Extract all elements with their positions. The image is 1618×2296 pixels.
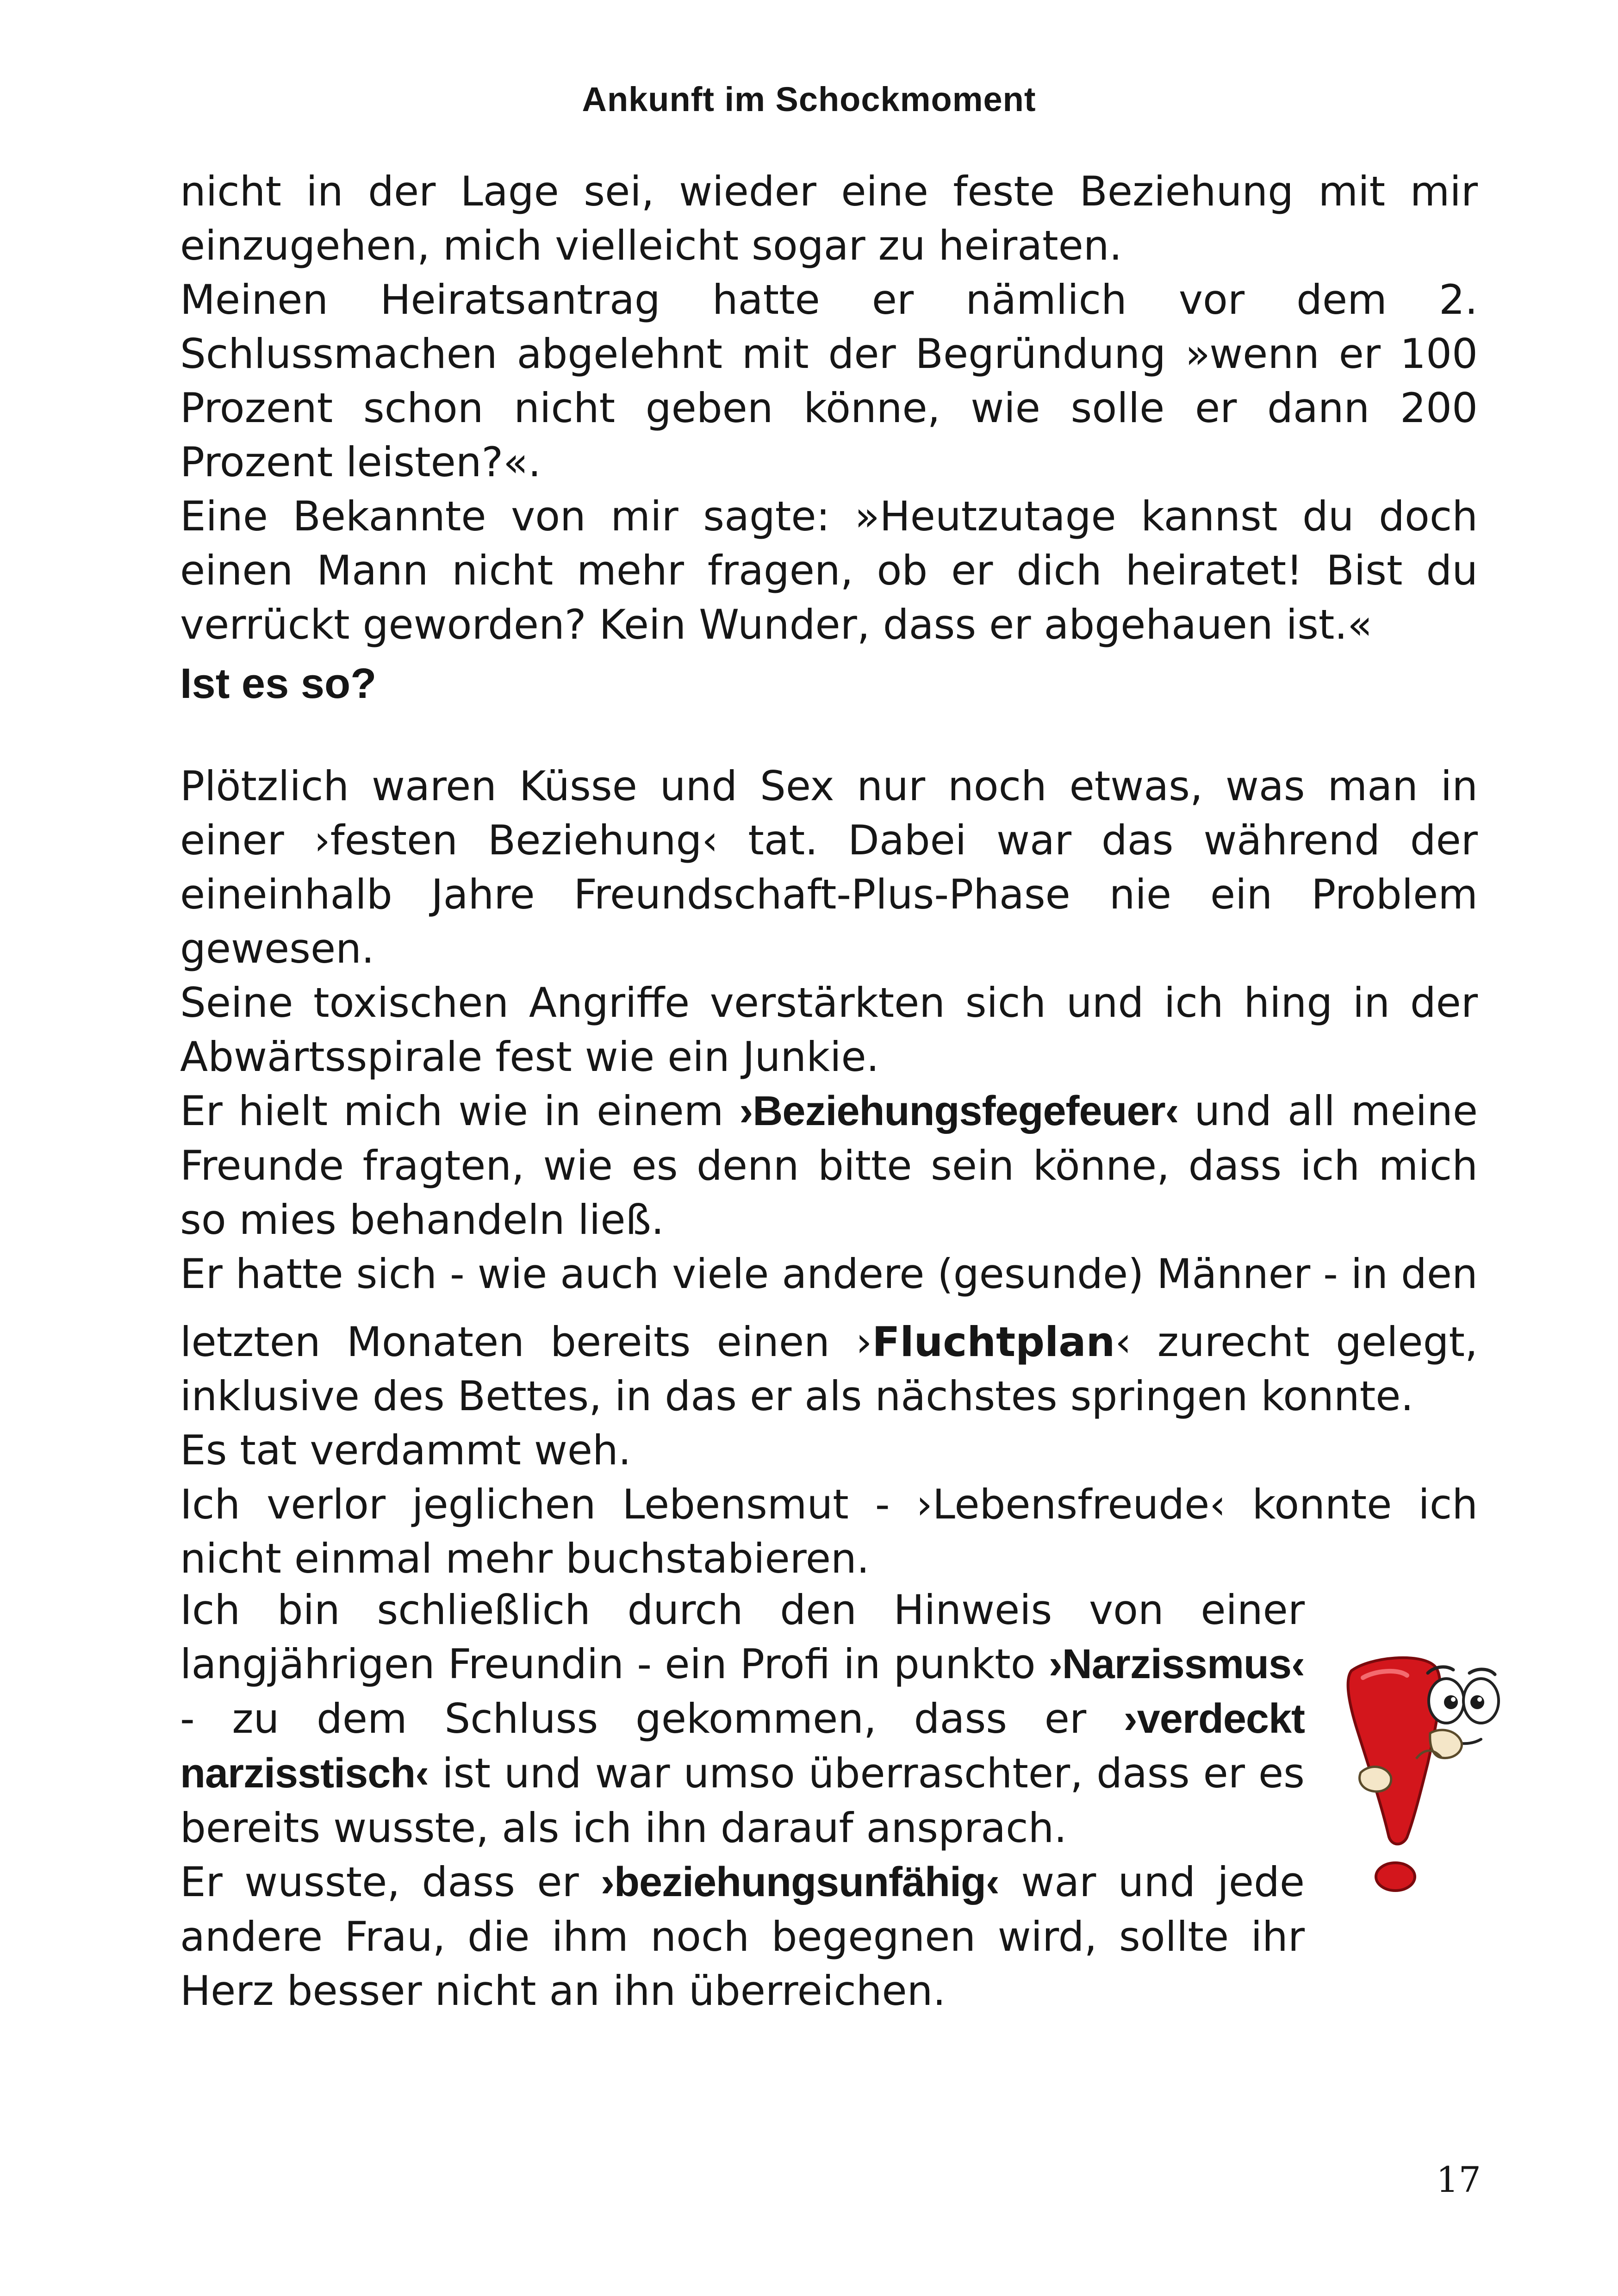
paragraph: Eine Bekannte von mir sagte: »Heutzutage kannst du doch einen Mann nicht mehr fragen, ob er dich heiratet! Bist du verrückt geworden? Kein Wunder, dass er abgehauen ist.« xyxy=(180,492,1478,648)
paragraph xyxy=(180,1315,1478,1423)
page-number: 17 xyxy=(1436,2159,1481,2200)
paragraph-text: Er hielt mich wie in einem xyxy=(180,1087,740,1135)
paragraph-text: Ich bin schließlich durch den Hinweis von einer langjährigen Freundin - ein Profi in punkto xyxy=(180,1586,1305,1688)
paragraph-text: Er wusste, dass er xyxy=(180,1858,601,1906)
keyword-highlight: ›Beziehungsfegefeuer‹ xyxy=(739,1088,1179,1134)
paragraph: Seine toxischen Angriffe verstärkten sich und ich hing in der Abwärtsspirale fest wie ein Junkie. xyxy=(180,979,1478,1081)
keyword-highlight: ›Narzissmus‹ xyxy=(1048,1641,1305,1687)
paragraph: Meinen Heiratsantrag hatte er nämlich vor dem 2. Schlussmachen abgelehnt mit der Begründung »wenn er 100 Prozent schon nicht geben könne, wie solle er dann 200 Prozent leisten?«. xyxy=(180,276,1478,486)
middle-text-block xyxy=(180,759,1478,1586)
paragraph xyxy=(180,1855,1305,2018)
paragraph: nicht in der Lage sei, wieder eine feste Beziehung mit mir einzugehen, mich vielleicht sogar zu heiraten. xyxy=(180,168,1478,269)
keyword-highlight: Fluchtplan xyxy=(872,1318,1115,1366)
paragraph: Ich verlor jeglichen Lebensmut - ›Lebensfreude‹ konnte ich nicht einmal mehr buchstabieren. xyxy=(180,1481,1478,1582)
paragraph: Er hatte sich - wie auch viele andere (gesunde) Männer - in den xyxy=(180,1250,1478,1298)
paragraph-text: und all meine Freunde fragten, wie es denn bitte sein könne, dass ich mich so mies behandeln ließ. xyxy=(180,1087,1478,1244)
bottom-text-block xyxy=(180,1583,1305,2018)
top-text-block xyxy=(180,164,1478,652)
paragraph: Plötzlich waren Küsse und Sex nur noch etwas, was man in einer ›festen Beziehung‹ tat. Dabei war das während der eineinhalb Jahre Freundschaft-Plus-Phase nie ein Problem gewesen. xyxy=(180,762,1478,972)
exclamation-mark-mascot-icon xyxy=(1342,1652,1513,1911)
section-heading: Ist es so? xyxy=(180,660,377,707)
paragraph-text: letzten Monaten bereits einen › xyxy=(180,1318,872,1366)
keyword-highlight: ›verdeckt narzisstisch‹ xyxy=(180,1696,1305,1797)
paragraph-text: ‹ zurecht gelegt, inklusive des Bettes, in das er als nächstes springen konnte. xyxy=(180,1318,1478,1420)
paragraph-text: war und jede andere Frau, die ihm noch begegnen wird, sollte ihr Herz besser nicht an ihn überreichen. xyxy=(180,1858,1305,2015)
keyword-highlight: ›beziehungsunfähig‹ xyxy=(601,1859,999,1905)
running-title: Ankunft im Schockmoment xyxy=(582,80,1036,118)
paragraph: Es tat verdammt weh. xyxy=(180,1426,631,1474)
paragraph-text: ist und war umso überraschter, dass er es bereits wusste, als ich ihn darauf ansprach. xyxy=(180,1749,1305,1852)
paragraph-text: - zu dem Schluss gekommen, dass er xyxy=(180,1695,1124,1742)
paragraph xyxy=(180,1583,1305,1855)
paragraph xyxy=(180,1084,1478,1247)
